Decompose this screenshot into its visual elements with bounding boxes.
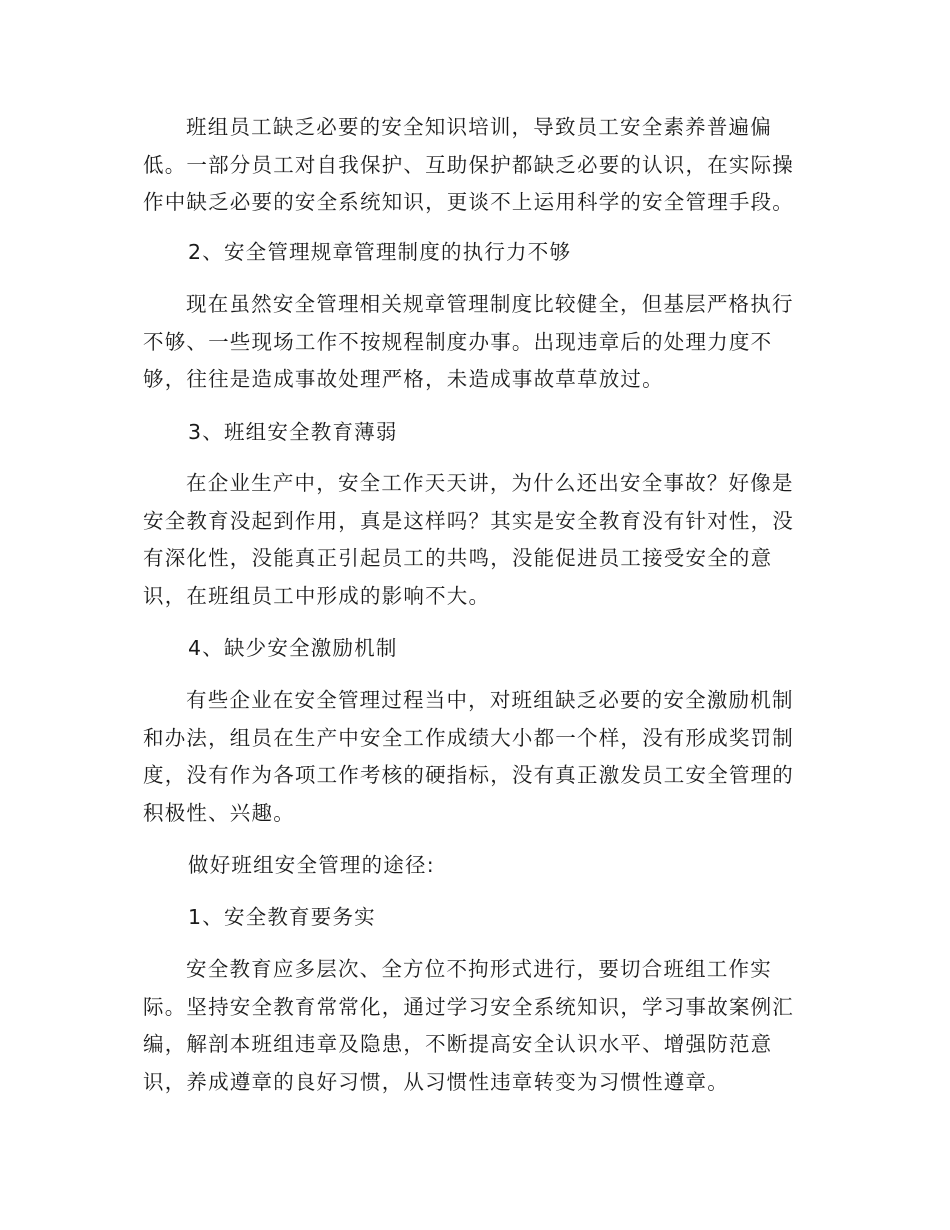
paragraph-rules-enforcement: 现在虽然安全管理相关规章管理制度比较健全，但基层严格执行不够、一些现场工作不按规程制度办事。出现违章后的处理力度不够，往往是造成事故处理严格，未造成事故草草放过。: [143, 292, 794, 392]
heading-approaches: 做好班组安全管理的途径:: [188, 853, 435, 877]
paragraph-practical-education: 安全教育应多层次、全方位不拘形式进行，要切合班组工作实际。坚持安全教育常常化，通过学习安全系统知识，学习事故案例汇编，解剖本班组违章及隐患，不断提高安全认识水平、增强防范意识，养成遵章的良好习惯，从习惯性违章转变为习惯性遵章。: [143, 957, 794, 1095]
heading-rules-enforcement: 2、安全管理规章管理制度的执行力不够: [188, 240, 572, 264]
paragraph-training-lack: 班组员工缺乏必要的安全知识培训，导致员工安全素养普遍偏低。一部分员工对自我保护、互助保护都缺乏必要的认识，在实际操作中缺乏必要的安全系统知识，更谈不上运用科学的安全管理手段。: [143, 115, 794, 215]
paragraph-safety-education: 在企业生产中，安全工作天天讲，为什么还出安全事故？好像是安全教育没起到作用，真是这样吗？其实是安全教育没有针对性，没有深化性，没能真正引起员工的共鸣，没能促进员工接受安全的意识，在班组员工中形成的影响不大。: [143, 471, 794, 609]
heading-incentive-mechanism: 4、缺少安全激励机制: [188, 636, 398, 660]
paragraph-incentive-mechanism: 有些企业在安全管理过程当中，对班组缺乏必要的安全激励机制和办法，组员在生产中安全工作成绩大小都一个样，没有形成奖罚制度，没有作为各项工作考核的硬指标，没有真正激发员工安全管理的积极性、兴趣。: [143, 688, 794, 826]
heading-practical-education: 1、安全教育要务实: [188, 905, 376, 929]
heading-safety-education: 3、班组安全教育薄弱: [188, 420, 398, 444]
